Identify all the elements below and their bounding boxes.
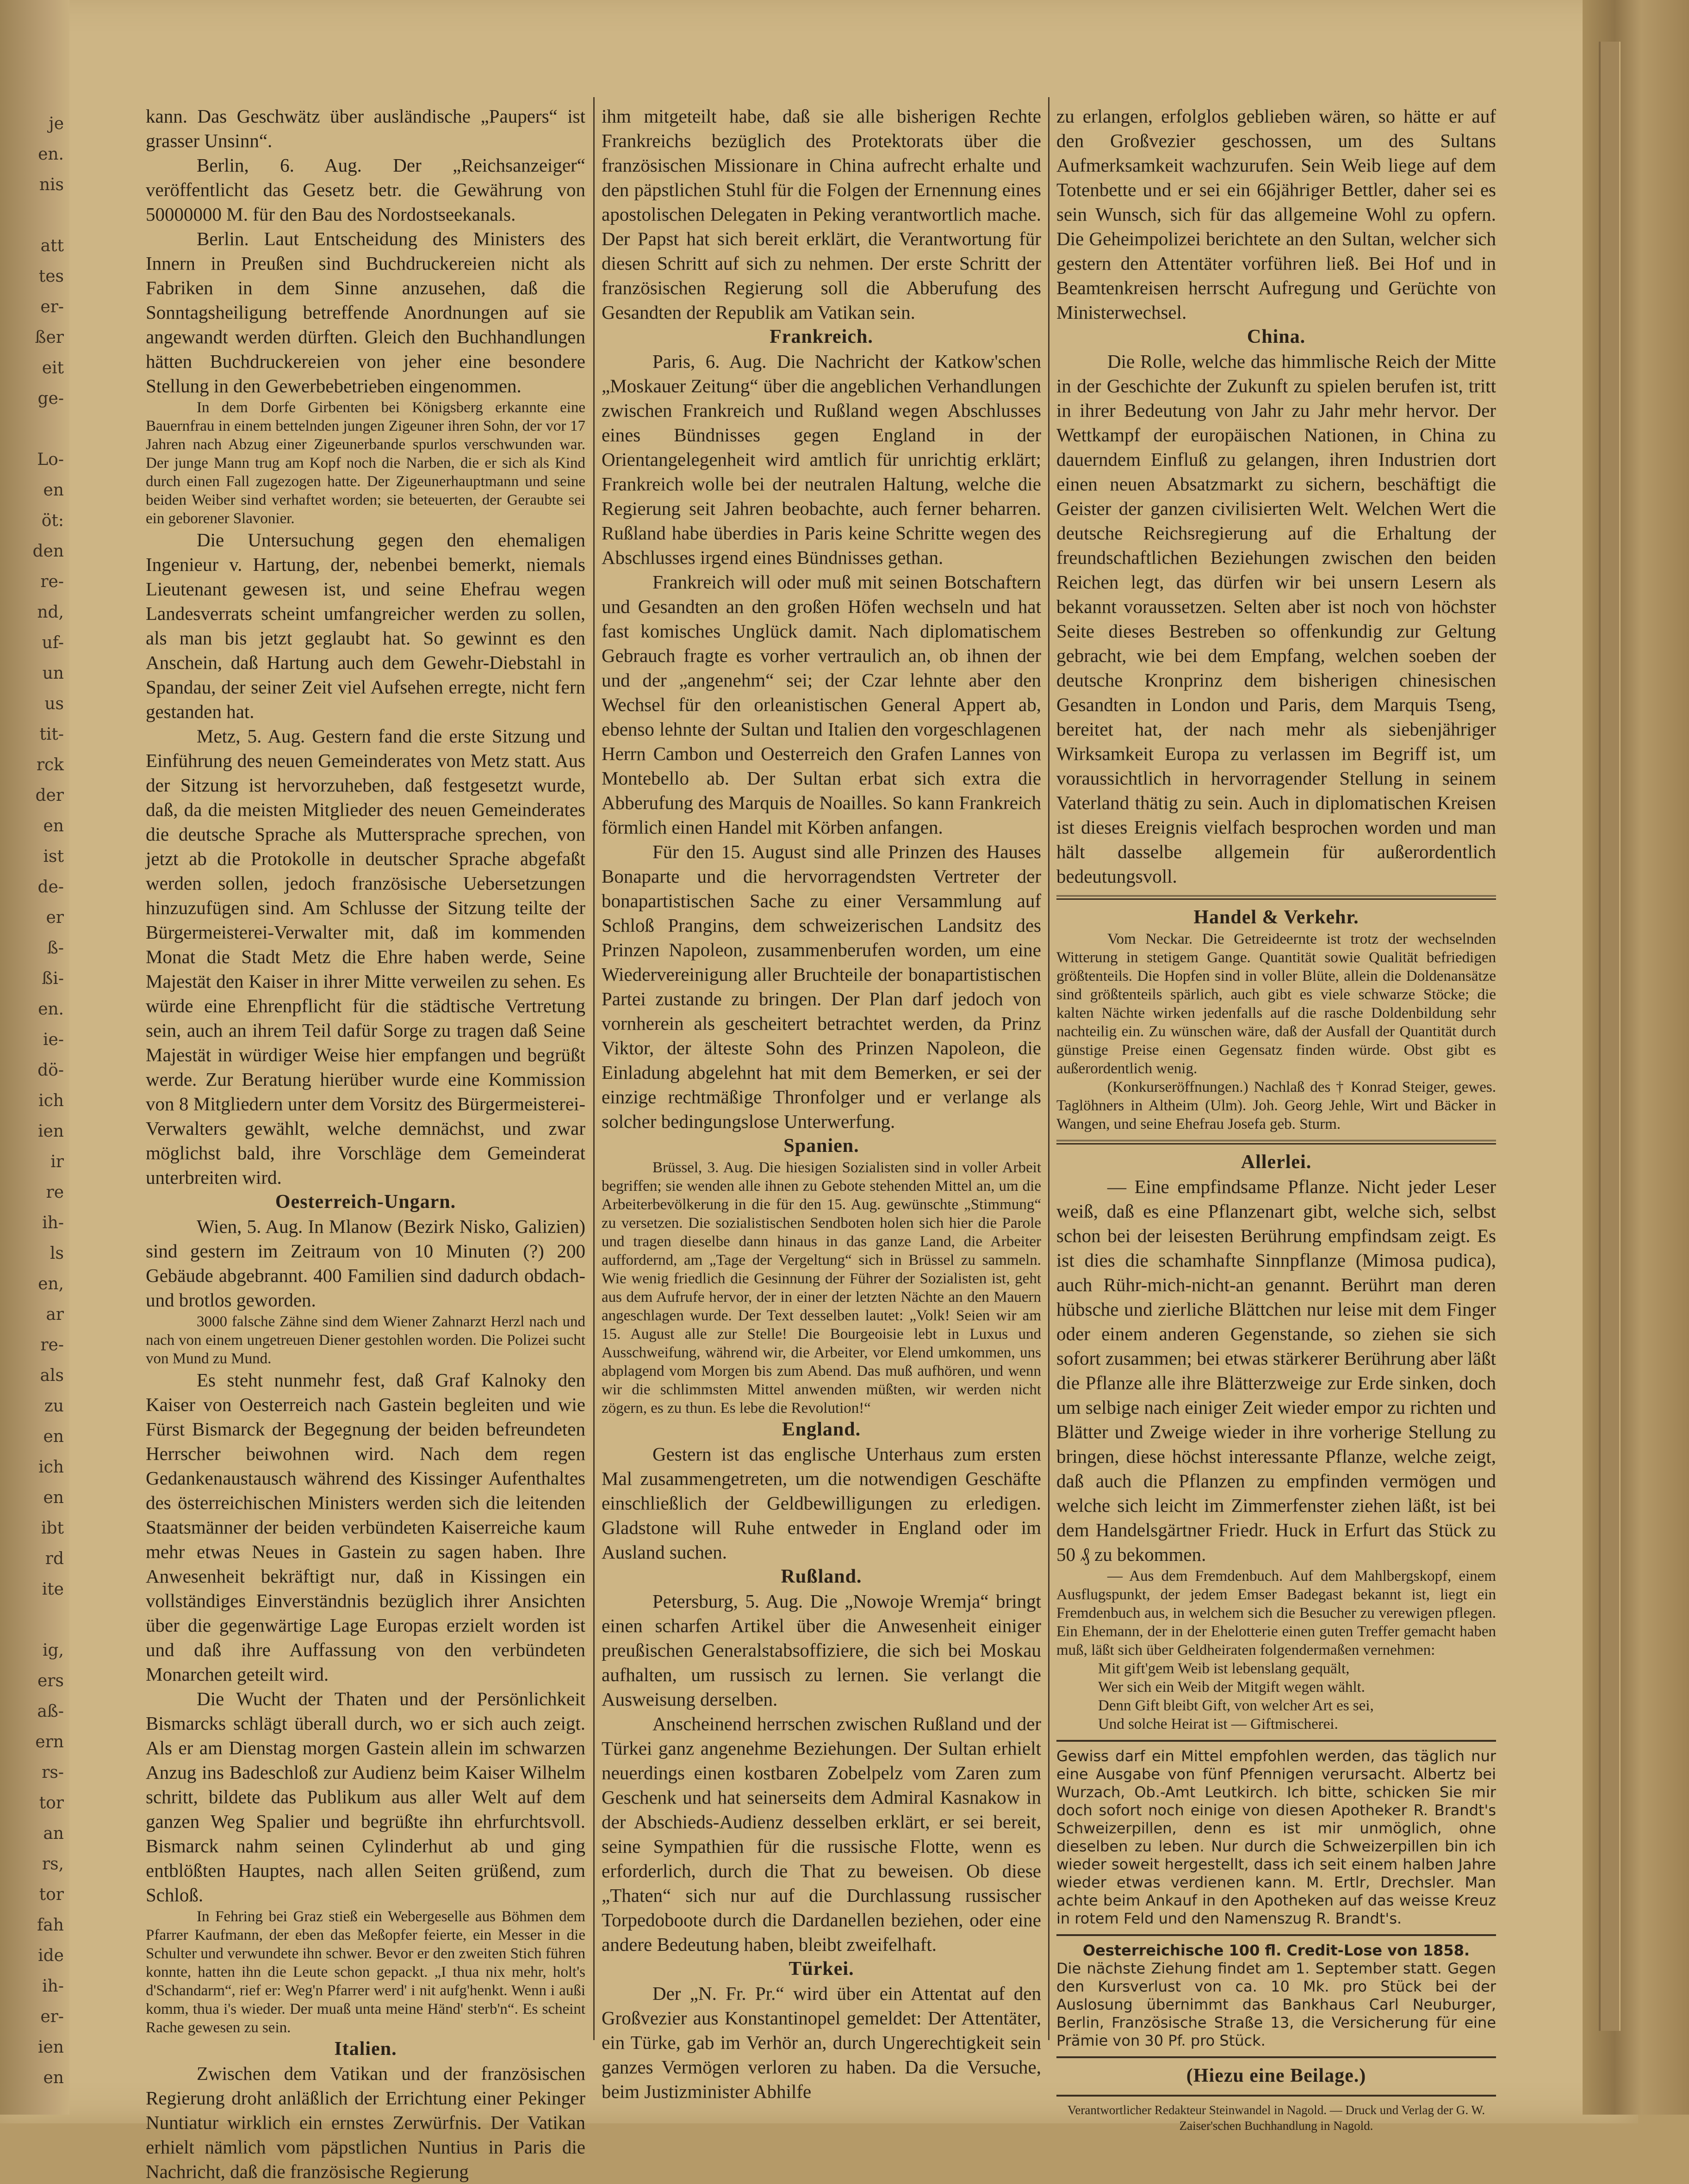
gutter-fragment: den	[32, 542, 64, 561]
col1-paragraph: Wien, 5. Aug. In Mlanow (Bezirk Nisko, Galizien) sind gestern im Zeitraum von 10 Minuten (?) 200 Gebäude abgebrannt. 400 Familien sind dadurch obdach- und brotlos geworden.	[146, 1216, 585, 1311]
allerlei-paragraph: — Aus dem Fremdenbuch. Auf dem Mahlbergskopf, einem Ausflugspunkt, der jedem Emser Badegast bekannt ist, liegt ein Fremdenbuch aus, in welchem sich die Besucher zu verewigen pflegen. Ein Ehemann, der in der Ehelotterie einen guten Treffer gemacht haben muß, läßt sich über Geldheiraten folgendermaßen vernehmen:	[1056, 1568, 1496, 1658]
handel-paragraph: Vom Neckar. Die Getreideernte ist trotz der wechselnden Witterung in stetigem Gange. Quantität sowie Qualität befriedigen größtenteils. Die Hopfen sind in voller Blüte, allein die Doldenansätze sind größtenteils spärlich, auch gibt es viele schwarze Stöcke; die kalten Nächte wirken jedenfalls auf die rasche Doldenbildung sehr nachteilig ein. Zu wünschen wäre, daß der Ausfall der Quantität durch günstige Preise einen Gegensatz finden würde. Obst gibt es außerordentlich wenig.	[1056, 931, 1496, 1077]
gutter-fragment: ir	[50, 1152, 64, 1171]
gutter-fragment: ßer	[35, 328, 64, 347]
col1-paragraph: 3000 falsche Zähne sind dem Wiener Zahnarzt Herzl nach und nach von einem ungetreuen Diener gestohlen worden. Die Polizei sucht von Mund zu Mund.	[146, 1313, 585, 1367]
section-rule	[1056, 1140, 1496, 1145]
col3-heading: China.	[1247, 326, 1306, 347]
gutter-fragment: zu	[44, 1397, 64, 1416]
col1-paragraph: Die Untersuchung gegen den ehemaligen Ingenieur v. Hartung, der, nebenbei bemerkt, niemals Lieutenant gewesen ist, und seine Ehefrau wegen Landesverrats scheint umfangreicher werden zu sollen, als man bis jetzt geglaubt hat. So gewinnt es den Anschein, daß Hartung auch dem Gewehr-Diebstahl in Spandau, der seiner Zeit viel Aufsehen erregte, nicht fern gestanden hat.	[146, 529, 585, 722]
gutter-fragment: re-	[40, 1336, 64, 1355]
allerlei-paragraph: — Eine empfindsame Pflanze. Nicht jeder Leser weiß, daß es eine Pflanzenart gibt, welche sich, selbst schon bei der leisesten Berührung empfindsam zeigt. Es ist dies die schamhafte Sinnpflanze (Mimosa pudica), auch Rühr-mich-nicht-an genannt. Berührt man deren hübsche und zierliche Blättchen nur leise mit dem Finger oder einem anderen Gegenstande, so ziehen sie sich sofort zusammen; bei etwas stärkerer Berührung aber läßt die Pflanze alle ihre Blätterzweige zur Erde sinken, doch um selbige nach einiger Zeit wieder empor zu richten und Blätter und Zweige wieder in ihre vorherige Stellung zu bringen, diese höchst interessante Pflanze, welche zeigt, daß auch die Pflanzen zu empfinden vermögen und welche sich leicht im Zimmerfenster ziehen läßt, ist bei dem Handelsgärtner Friedr. Huck in Erfurt das Stück zu 50 ₰ zu bekommen.	[1056, 1176, 1496, 1565]
handel-section	[1056, 930, 1496, 1133]
imprint-rule	[1056, 2095, 1496, 2097]
ad-rule	[1056, 1934, 1496, 1936]
col2-paragraph: Der „N. Fr. Pr.“ wird über ein Attentat auf den Großvezier aus Konstantinopel gemeldet: Der Attentäter, ein Türke, gab im Verhör an, durch Ungerechtigkeit sein ganzes Vermögen verloren zu haben. Da die Versuche, beim Justizminister Abhilfe	[602, 1983, 1041, 2102]
gutter-fragment: ich	[38, 1091, 64, 1110]
column-3-articles	[1056, 104, 1496, 889]
gutter-fragment: ern	[35, 1732, 64, 1751]
gutter-fragment: ig,	[42, 1641, 64, 1660]
gutter-fragment: öt:	[41, 511, 64, 530]
gutter-fragment: ers	[37, 1671, 64, 1690]
supplement-note: (Hiezu eine Beilage.)	[1186, 2065, 1366, 2086]
gutter-fragment: ien	[37, 2038, 64, 2057]
col2-heading: Frankreich.	[770, 326, 873, 347]
col2-paragraph: Petersburg, 5. Aug. Die „Nowoje Wremja“ bringt einen scharfen Artikel über die Anwesenheit einiger preußischen Generalstabsoffiziere, die sich bei Moskau aufhalten, um russisch zu lernen. Sie verlangt die Ausweisung derselben.	[602, 1590, 1041, 1710]
gutter-fragment: en.	[38, 145, 64, 164]
gutter-fragments	[8, 109, 64, 2093]
gutter-fragment: ibt	[41, 1519, 64, 1538]
binding-edge	[1599, 42, 1621, 2031]
allerlei-heading: Allerlei.	[1241, 1151, 1312, 1173]
gutter-fragment: en	[43, 481, 64, 500]
gutter-fragment: ls	[50, 1244, 64, 1263]
gutter-fragment: de-	[37, 878, 64, 897]
gutter-fragment: ie-	[43, 1030, 64, 1049]
col1-paragraph: In Fehring bei Graz stieß ein Webergeselle aus Böhmen dem Pfarrer Kaufmann, der eben das Meßopfer feierte, ein Messer in die Schulter und verwundete ihn schwer. Bevor er den zweiten Stich führen konnte, hatten ihn die Leute schon gepackt. „I thua nix mehr, holt's d'Schandarm“, rief er: Weg'n Pfarrer werd' i nit aufg'henkt. Wenn i außi komm, thua i's wieder. Der muaß unta meine Händ' sterb'n“. Es scheint Rache gewesen zu sein.	[146, 1908, 585, 2036]
gutter-fragment: un	[42, 664, 64, 683]
lottery-ad-title: Oesterreichische 100 fl. Credit-Lose von 1858.	[1082, 1942, 1470, 1959]
gutter-fragment: als	[40, 1366, 64, 1385]
gutter-fragment: fah	[37, 1916, 64, 1935]
gutter-fragment: ih-	[42, 1977, 64, 1996]
gutter-fragment: rs,	[42, 1855, 64, 1874]
column-2	[602, 104, 1041, 2104]
gutter-fragment: att	[40, 236, 64, 255]
gutter-fragment: re-	[40, 572, 64, 591]
col1-heading: Oesterreich-Ungarn.	[275, 1191, 456, 1213]
gutter-fragment: en,	[38, 1275, 64, 1293]
gutter-fragment: aß-	[37, 1702, 64, 1721]
gutter-fragment: er-	[40, 297, 64, 316]
brandt-pills-advertisement: Gewiss darf ein Mittel empfohlen werden, das täglich nur eine Ausgabe von fünf Pfennigen verursacht. Albertz bei Wurzach, Ob.-Amt Leutkirch. Ich bitte, schicken Sie mir doch sofort noch einige von diesen Apotheker R. Brandt's Schweizerpillen, denn es ist mir unmöglich, ohne dieselben zu leben. Nur durch die Schweizerpillen bin ich wieder soweit hergestellt, dass ich seit einem halben Jahre wieder etwas verdienen kann. M. Ertlr, Drechsler. Man achte beim Ankauf in den Apotheken auf das weisse Kreuz in rotem Feld und den Namenszug R. Brandt's.	[1056, 1747, 1496, 1927]
col2-paragraph: Gestern ist das englische Unterhaus zum ersten Mal zusammengetreten, um die notwendigen Geschäfte einschließlich der Geldbewilligungen zu erledigen. Gladstone will Ruhe entweder in England oder im Ausland suchen.	[602, 1443, 1041, 1563]
left-page-gutter	[0, 0, 69, 2115]
gutter-fragment: en.	[38, 1000, 64, 1019]
gutter-fragment: en	[43, 1488, 64, 1507]
col2-paragraph: ihm mitgeteilt habe, daß sie alle bisherigen Rechte Frankreichs bezüglich des Protektorats über die französischen Missionare in China aufrecht erhalte und den päpstlichen Stuhl für die Folgen der Ernennung eines apostolischen Delegaten in Peking verantwortlich mache. Der Papst hat sich bereit erklärt, die Verantwortung für diesen Schritt auf sich zu nehmen. Der erste Schritt der französischen Regierung soll die Abberufung des Gesandten der Republik am Vatikan sein.	[602, 105, 1041, 323]
gutter-fragment: ite	[42, 1580, 64, 1599]
gutter-fragment: tit-	[39, 725, 64, 744]
gutter-fragment: tor	[39, 1794, 64, 1813]
gutter-fragment: ih-	[42, 1213, 64, 1232]
gutter-fragment: er	[46, 908, 64, 927]
imprint: Verantwortlicher Redakteur Steinwandel in Nagold. — Druck und Verlag der G. W. Zaiser'schen Buchhandlung in Nagold.	[1067, 2103, 1485, 2133]
col2-paragraph: Für den 15. August sind alle Prinzen des Hauses Bonaparte und die hervorragendsten Vertreter der bonapartistischen Sache zu einer Versammlung auf Schloß Prangins, dem schweizerischen Landsitz des Prinzen Napoleon, zusammenberufen worden, um eine Wiedervereinigung aller Bruchteile der bonapartistischen Partei zustande zu bringen. Der Plan darf jedoch von vornherein als gescheitert betrachtet werden, da Prinz Viktor, der älteste Sohn des Prinzen Napoleon, die Einladung abgelehnt hat mit dem Bemerken, er sei der einzige rechtmäßige Thronfolger und er verlange als solcher bedingungslose Unterwerfung.	[602, 841, 1041, 1132]
gutter-fragment: ich	[38, 1458, 64, 1477]
allerlei-paragraph: Mit gift'gem Weib ist lebenslang gequält, Wer sich ein Weib der Mitgift wegen wählt. Denn Gift bleibt Gift, von welcher Art es sei, Und solche Heirat ist — Giftmischerei.	[1098, 1660, 1374, 1732]
handel-paragraph: (Konkurseröffnungen.) Nachlaß des † Konrad Steiger, gewes. Taglöhners in Altheim (Ulm). Joh. Georg Jehle, Wirt und Bäcker in Wangen, und seine Ehefrau Josefa geb. Sturm.	[1056, 1079, 1496, 1132]
gutter-fragment: ide	[38, 1946, 64, 1965]
gutter-fragment: an	[43, 1824, 64, 1843]
gutter-fragment: en	[43, 817, 64, 835]
gutter-fragment: eit	[42, 359, 64, 377]
gutter-fragment: je	[49, 114, 64, 133]
gutter-fragment: tes	[38, 267, 64, 286]
col2-paragraph: Paris, 6. Aug. Die Nachricht der Katkow'schen „Moskauer Zeitung“ über die angeblichen Verhandlungen zwischen Frankreich und Rußland wegen Abschlusses eines Bündnisses gegen England in der Orientangelegenheit wird amtlich für unrichtig erklärt; Frankreich wolle bei der neutralen Haltung, welche die Regierung seit Jahren beobachte, auch ferner beharren. Rußland habe überdies in Paris keine Schritte wegen des Abschlusses irgend eines Bündnisses gethan.	[602, 351, 1041, 568]
gutter-fragment: ß-	[47, 939, 64, 958]
handel-heading: Handel & Verkehr.	[1193, 907, 1359, 928]
gutter-fragment: der	[35, 786, 64, 805]
col1-paragraph: Metz, 5. Aug. Gestern fand die erste Sitzung und Einführung des neuen Gemeinderates von Metz statt. Aus der Sitzung ist hervorzuheben, daß festgesetzt wurde, daß, da die meisten Mitglieder des neuen Gemeinderates die deutsche Sprache als Muttersprache sprechen, von jetzt ab die Protokolle in deutscher Sprache abgefaßt werden sollen, jedoch französische Uebersetzungen hinzuzufügen sind. Am Schlusse der Sitzung teilte der Bürgermeisterei-Verwalter mit, daß im kommenden Monat die Stadt Metz die Ehre haben werde, Seine Majestät den Kaiser in ihrer Mitte verweilen zu sehen. Es würde eine Ehrenpflicht für die städtische Vertretung sein, auch an ihrem Teil dafür Sorge zu tragen daß Seine Majestät in würdiger Weise hier empfangen und begrüßt werde. Zur Beratung hierüber wurde eine Kommission von 8 Mitgliedern unter dem Vorsitz des Bürgermeisterei-Verwalters gewählt, welche demnächst, und zwar möglichst bald, ihre Vorschläge dem Gemeinderat unterbreiten wird.	[146, 725, 585, 1188]
gutter-fragment: uf-	[42, 633, 64, 652]
col1-paragraph: Zwischen dem Vatikan und der französischen Regierung droht anläßlich der Errichtung einer Pekinger Nuntiatur wirklich ein ernstes Zerwürfnis. Der Vatikan erhielt nämlich vom päpstlichen Nuntius in Paris die Nachricht, daß die französische Regierung	[146, 2063, 585, 2182]
allerlei-section	[1056, 1175, 1496, 1733]
gutter-fragment: rck	[36, 755, 64, 774]
col1-paragraph: kann. Das Geschwätz über ausländische „Paupers“ ist grasser Unsinn“.	[146, 105, 585, 151]
gutter-fragment: er-	[40, 2007, 64, 2026]
col2-heading: England.	[782, 1419, 861, 1440]
gutter-fragment: en	[43, 1427, 64, 1446]
column-1	[146, 104, 585, 2184]
gutter-fragment	[8, 200, 64, 231]
col3-paragraph: Die Rolle, welche das himmlische Reich der Mitte in der Geschichte der Zukunft zu spielen berufen ist, tritt in ihrer Bedeutung von Jahr zu Jahr mehr hervor. Der Wettkampf der europäischen Nationen, in China zu dauerndem Einfluß zu gelangen, ihren Industrien dort einen neuen Absatzmarkt zu sichern, beschäftigt die Geister der ganzen civilisierten Welt. Welchen Wert die deutsche Reichsregierung auf die Erhaltung der freundschaftlichen Beziehungen zwischen den beiden Reichen legt, das dürfen wir bei unsern Lesern als bekannt voraussetzen. Selten aber ist noch von höchster Seite dieses Bestreben so offenkundig zur Geltung gebracht, wie bei dem Empfang, welchen soeben der deutsche Kronprinz dem bisherigen chinesischen Gesandten in London und Paris, dem Marquis Tseng, bereitet hat, der nach mehr als siebenjähriger Wirksamkeit Europa zu verlassen im Begriff ist, um voraussichtlich in hervorragender Stellung in seinem Vaterland thätig zu sein. Auch in diplomatischen Kreisen ist dieses Ereignis vielfach besprochen worden und man hält dasselbe allgemein für außerordentlich bedeutungsvoll.	[1056, 351, 1496, 887]
gutter-fragment: en	[43, 2068, 64, 2087]
column-rule-2	[1048, 97, 1049, 2040]
column-rule-1	[593, 97, 595, 2040]
gutter-fragment: Lo-	[37, 450, 64, 469]
gutter-fragment	[8, 414, 64, 445]
col1-heading: Italien.	[334, 2038, 397, 2060]
col3-paragraph: zu erlangen, erfolglos geblieben wären, so hätte er auf den Großvezier geschossen, um des Sultans Aufmerksamkeit wachzurufen. Sein Weib liege auf dem Totenbette und er sei ein 66jähriger Bettler, daher sei es sein Wunsch, sich für das allgemeine Wohl zu opfern. Die Geheimpolizei berichtete an den Sultan, welcher sich gestern den Attentäter vorführen ließ. Bei Hof und in Beamtenkreisen herrscht Aufregung und Gerüchte von Ministerwechsel.	[1056, 105, 1496, 323]
section-rule	[1056, 895, 1496, 900]
column-3	[1056, 104, 1496, 2134]
gutter-fragment	[8, 1605, 64, 1635]
gutter-fragment: ßi-	[42, 969, 64, 988]
lottery-advertisement: Die nächste Ziehung findet am 1. September statt. Gegen den Kursverlust von ca. 10 Mk. pro Stück bei der Auslosung übernimmt das Bankhaus Carl Neuburger, Berlin, Französische Straße 13, die Versicherung für eine Prämie von 30 Pf. pro Stück.	[1056, 1960, 1496, 2049]
gutter-fragment: rs-	[42, 1763, 64, 1782]
col2-paragraph: Frankreich will oder muß mit seinen Botschaftern und Gesandten an den großen Höfen wechseln und hat fast komisches Unglück damit. Nach diplomatischem Gebrauch fragte es vorher vertraulich an, ob ihnen der und der „angenehm“ sei; der Czar lehnte aber den Wechsel für den orleanistischen General Appert ab, ebenso lehnte der Sultan und Italien den vorgeschlagenen Herrn Cambon und Oesterreich den Grafen Lannes von Montebello ab. Der Sultan erbat sich extra die Abberufung des Marquis de Noailles. So kann Frankreich förmlich einen Handel mit Körben anfangen.	[602, 571, 1041, 838]
col1-paragraph: In dem Dorfe Girbenten bei Königsberg erkannte eine Bauernfrau in einem bettelnden jungen Zigeuner ihren Sohn, der vor 17 Jahren nach Abzug einer Zigeunerbande spurlos verschwunden war. Der junge Mann trug am Kopf noch die Narben, die er sich als Kind durch einen Fall zugezogen hatte. Der Zigeunerhauptmann und seine beiden Weiber sind verhaftet worden; sie beteuerten, der Geraubte sei ein geborener Slavonier.	[146, 399, 585, 527]
gutter-fragment: re	[46, 1183, 64, 1202]
col2-heading: Türkei.	[789, 1958, 854, 1980]
col2-heading: Spanien.	[783, 1135, 859, 1157]
col2-paragraph: Brüssel, 3. Aug. Die hiesigen Sozialisten sind in voller Arbeit begriffen; sie wenden alle ihnen zu Gebote stehenden Mittel an, um die Arbeiterbevölkerung in die für den 15. Aug. gewünschte „Stimmung“ zu versetzen. Die sozialistischen Sendboten holen sich hier die Parole und tragen dieselbe dann hinaus in das ganze Land, die Arbeiter auffordernd, am „Tage der Vergeltung“ sich in Brüssel zu sammeln. Wie wenig friedlich die Gesinnung der Führer der Sozialisten ist, geht aus dem Aufrufe hervor, der in einer der letzten Nächte an den Mauern angeschlagen wurde. Der Text desselben lautet: „Volk! Seien wir am 15. August alle zur Stelle! Die Bourgeoisie lebt in Luxus und Ausschweifung, während wir, die Arbeiter, vor Elend umkommen, uns abplagend vom Morgen bis zum Abend. Das muß aufhören, und wenn wir die schlimmsten Mittel anwenden müßten, wir werden nicht zögern, es zu thun. Es lebe die Revolution!“	[602, 1159, 1041, 1417]
col2-heading: Rußland.	[781, 1566, 862, 1587]
gutter-fragment: ist	[43, 847, 64, 866]
gutter-fragment: dö-	[37, 1061, 64, 1080]
gutter-fragment: ar	[46, 1305, 64, 1324]
col2-paragraph: Anscheinend herrschen zwischen Rußland und der Türkei ganz angenehme Beziehungen. Der Sultan erhielt neuerdings einen kostbaren Zobelpelz vom Zaren zum Geschenk und hat seinerseits dem Admiral Kasnakow in der Abschieds-Audienz desselben erklärt, er sei bereit, seine Sympathien für die russische Flotte, wenn es erforderlich, durch die That zu beweisen. Ob diese „Thaten“ sich nur auf die Durchlassung russischer Torpedoboote durch die Dardanellen beziehen, oder eine andere Bedeutung haben, bleibt zweifelhaft.	[602, 1713, 1041, 1955]
col1-paragraph: Berlin. Laut Entscheidung des Ministers des Innern in Preußen sind Buchdruckereien nicht als Fabriken in dem Sinne anzusehen, daß die Sonntagsheiligung betreffende Anordnungen auf sie angewandt werden dürften. Gleich den Buchhandlungen hätten Buchdruckereien von jeher eine besondere Stellung in den Gewerbebetrieben eingenommen.	[146, 228, 585, 396]
gutter-fragment: nis	[39, 175, 64, 194]
gutter-fragment: nd,	[37, 603, 64, 622]
col1-paragraph: Es steht nunmehr fest, daß Graf Kalnoky den Kaiser von Oesterreich nach Gastein begleiten und wie Fürst Bismarck der Begegnung der beiden befreundeten Herrscher beiwohnen wird. Nach dem regen Gedankenaustausch während des Kissinger Aufenthaltes des österreichischen Ministers werden sich die leitenden Staatsmänner der beiden verbündeten Kaiserreiche kaum mehr etwas Neues in Gastein zu sagen haben. Ihre Anwesenheit bekräftigt nur, daß in Kissingen ein vollständiges Einverständnis bezüglich ihrer Ansichten über die gegenwärtige Lage Europas erzielt worden ist und daß ihre Auffassung von den verbündeten Monarchen geteilt wird.	[146, 1369, 585, 1685]
col1-paragraph: Berlin, 6. Aug. Der „Reichsanzeiger“ veröffentlicht das Gesetz betr. die Gewährung von 50000000 M. für den Bau des Nordostseekanals.	[146, 155, 585, 225]
gutter-fragment: tor	[39, 1885, 64, 1904]
ad-rule	[1056, 1740, 1496, 1742]
ad-rule	[1056, 2056, 1496, 2058]
gutter-fragment: rd	[45, 1549, 64, 1568]
col1-paragraph: Die Wucht der Thaten und der Persönlichkeit Bismarcks schlägt überall durch, wo er sich auch zeigt. Als er am Dienstag morgen Gastein allein im schwarzen Anzug ins Badeschloß zur Audienz beim Kaiser Wilhelm schritt, bildete das Publikum aus aller Welt auf dem ganzen Weg Spalier und begrüßte ihn ehrfurchtsvoll. Bismarck nahm seinen Cylinderhut ab und ging entblößten Hauptes, nach allen Seiten grüßend, zum Schloß.	[146, 1688, 585, 1906]
gutter-fragment: ien	[37, 1122, 64, 1141]
gutter-fragment: us	[44, 694, 64, 713]
gutter-fragment: ge-	[37, 389, 64, 408]
